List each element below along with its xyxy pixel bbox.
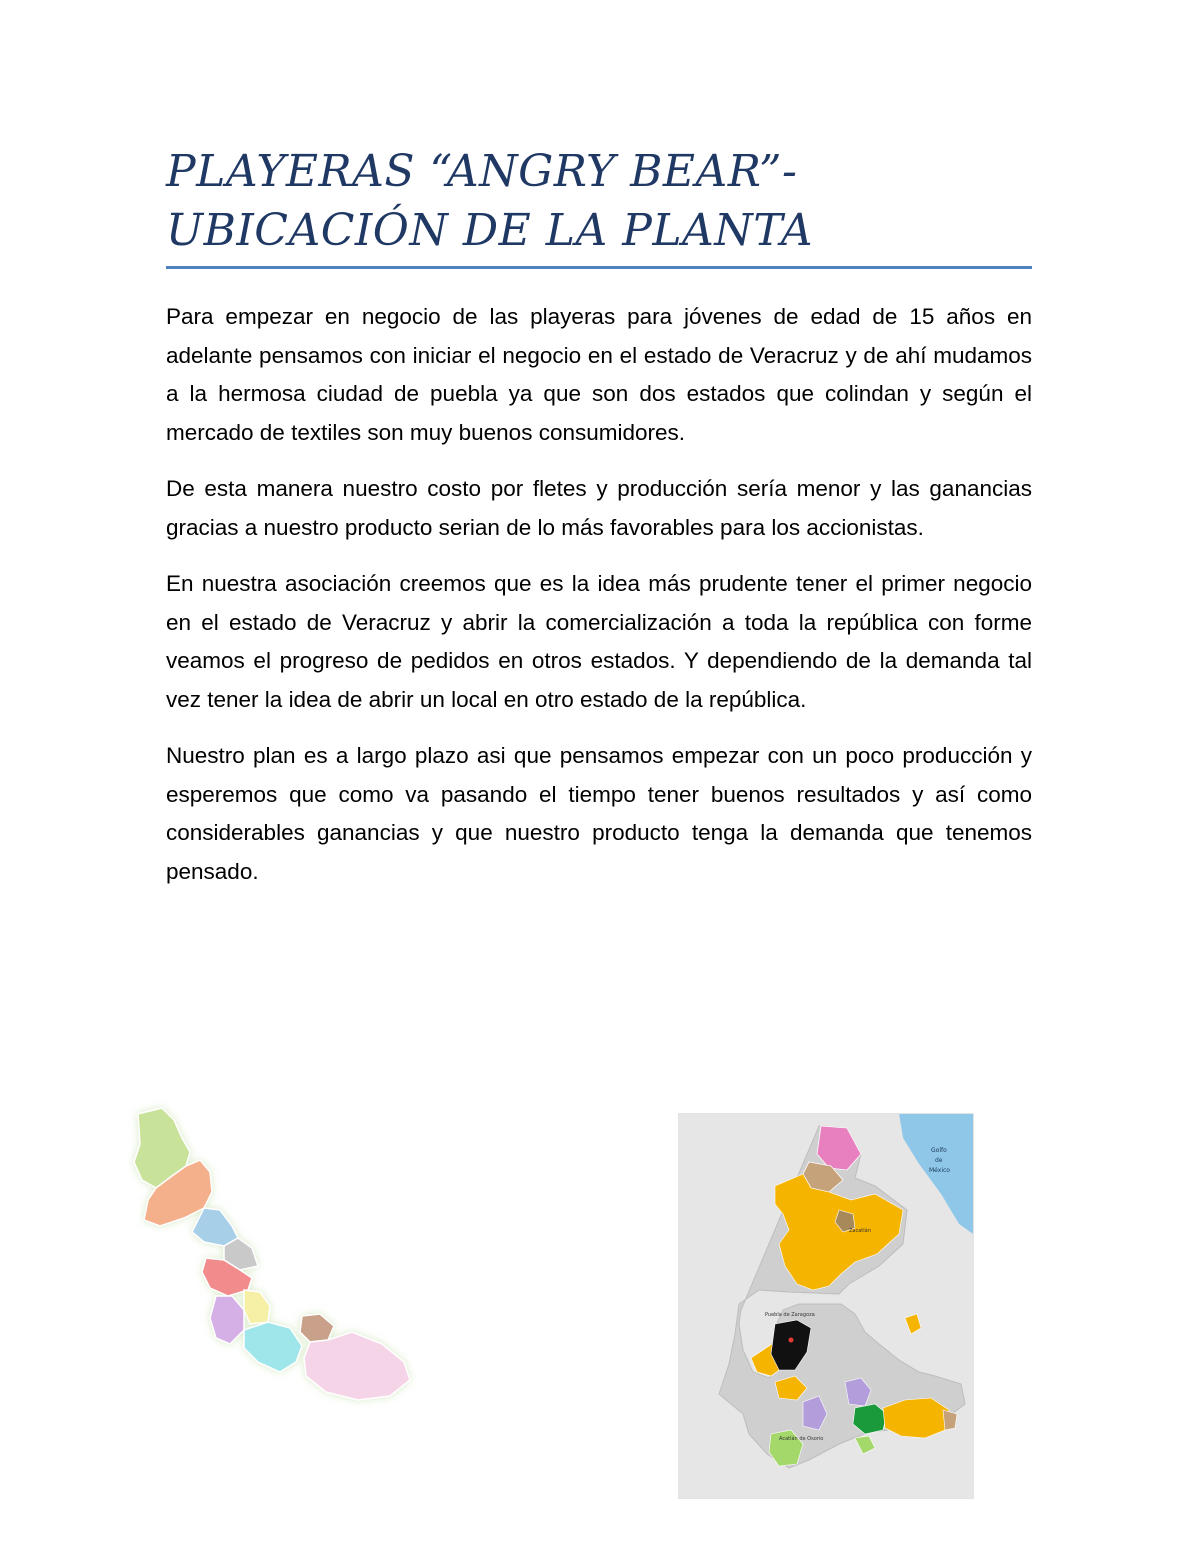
region-papaloapan [244,1322,302,1372]
paragraph-1: Para empezar en negocio de las playeras para jóvenes de edad de 15 años en adelante pensamos con iniciar el negocio en el estado de Veracruz y de ahí mudamos a la hermosa ciudad de puebla ya que son dos estados que colindan y según el mercado de textiles son muy buenos consumidores. [166,304,1032,445]
region-las-montanas [210,1296,244,1344]
gulf-label-3: México [929,1167,950,1174]
region-olmeca [304,1332,410,1400]
gulf-label-2: de [935,1157,943,1164]
gulf-label-1: Golfo [931,1147,947,1154]
capital-marker [789,1338,794,1343]
city-label-puebla: Puebla de Zaragoza [765,1312,815,1318]
veracruz-regions-map [120,1100,420,1410]
paragraph-3: En nuestra asociación creemos que es la idea más prudente tener el primer negocio en el estado de Veracruz y abrir la comercialización a toda la república con forme veamos el progreso de pedidos en otros estados. Y dependiendo de la demanda tal vez tener la idea de abrir un local en otro estado de la república. [166,571,1032,712]
city-label-acatlan: Acatlán de Osorio [779,1436,824,1442]
page-title: PLAYERAS “ANGRY BEAR”- UBICACIÓN DE LA PLANTA [166,146,814,256]
puebla-regions-map [678,1113,974,1499]
city-label-zacatlan: Zacatlán [849,1228,871,1234]
puebla-map-graphic [679,1114,973,1498]
paragraph-4: Nuestro plan es a largo plazo asi que pensamos empezar con un poco producción y esperemos que como va pasando el tiempo tener buenos resultados y así como considerables ganancias y que nuestro producto tenga la demanda que tenemos pensado. [166,743,1032,884]
region-sotavento [244,1290,270,1324]
body-text [166,298,1032,909]
title-underline [166,266,1032,269]
region-totonaca [192,1208,238,1246]
paragraph-2: De esta manera nuestro costo por fletes y producción sería menor y las ganancias gracias a nuestro producto serian de lo más favorables para los accionistas. [166,476,1032,540]
region-los-tuxtlas [300,1314,334,1342]
veracruz-map-graphic [120,1100,420,1410]
